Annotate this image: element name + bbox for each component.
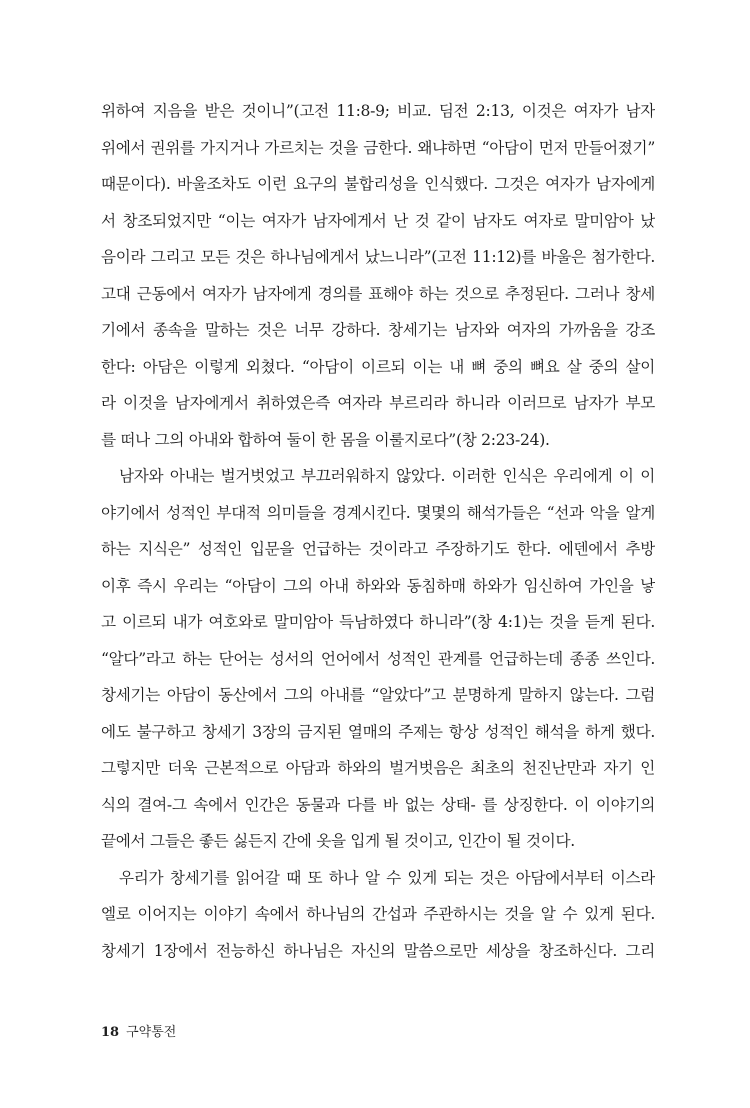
text-line: 고대 근동에서 여자가 남자에게 경의를 표해야 하는 것으로 추정된다. 그러나 창세 [101, 284, 655, 303]
text-line: 그렇지만 더욱 근본적으로 아담과 하와의 벌거벗음은 최초의 천진난만과 자기 인 [101, 759, 655, 777]
text-line: 서 창조되었지만 “이는 여자가 남자에게서 난 것 같이 남자도 여자로 말미암아 났 [101, 211, 655, 230]
text-line: 엘로 이어지는 이야기 속에서 하나님의 간섭과 주관하시는 것을 알 수 있게 된다. [101, 905, 655, 923]
text-line: 고 이르되 내가 여호와로 말미암아 득남하였다 하니라”(창 4:1)는 것을 듣게 된다. [101, 613, 655, 631]
text-line: 야기에서 성적인 부대적 의미들을 경계시킨다. 몇몇의 해석가들은 “선과 악을 알게 [101, 503, 655, 522]
text-line: 남자와 아내는 벌거벗었고 부끄러워하지 않았다. 이러한 인식은 우리에게 이 이 [119, 467, 655, 485]
text-line: 라 이것을 남자에게서 취하였은즉 여자라 부르리라 하니라 이러므로 남자가 부모 [101, 394, 655, 412]
body-text [101, 93, 655, 969]
text-line: 식의 결여-그 속에서 인간은 동물과 다를 바 없는 상태- 를 상징한다. 이 이야기의 [101, 795, 655, 814]
text-line: 를 떠나 그의 아내와 합하여 둘이 한 몸을 이룰지로다”(창 2:23-24). [101, 430, 550, 449]
text-line: 우리가 창세기를 읽어갈 때 또 하나 알 수 있게 되는 것은 아담에서부터 이스라 [119, 868, 655, 887]
text-line: 음이라 그리고 모든 것은 하나님에게서 났느니라”(고전 11:12)를 바울은 첨가한다. [101, 248, 655, 266]
text-line: 한다: 아담은 이렇게 외쳤다. “아담이 이르되 이는 내 뼈 중의 뼈요 살 중의 살이 [101, 357, 655, 376]
text-line: 기에서 종속을 말하는 것은 너무 강하다. 창세기는 남자와 여자의 가까움을 강조 [101, 321, 655, 339]
text-line: 위에서 권위를 가지거나 가르치는 것을 금한다. 왜냐하면 “아담이 먼저 만들어졌기” [101, 138, 655, 157]
text-line: 에도 불구하고 창세기 3장의 금지된 열매의 주제는 항상 성적인 해석을 하게 했다. [101, 722, 655, 741]
text-line: 이후 즉시 우리는 “아담이 그의 아내 하와와 동침하매 하와가 임신하여 가인을 낳 [101, 576, 655, 595]
text-line: 창세기는 아담이 동산에서 그의 아내를 “알았다”고 분명하게 말하지 않는다. 그럼 [101, 686, 655, 704]
text-line: 창세기 1장에서 전능하신 하나님은 자신의 말씀으로만 세상을 창조하신다. 그리 [101, 941, 655, 960]
text-line: 끝에서 그들은 좋든 싫든지 간에 옷을 입게 될 것이고, 인간이 될 것이다. [101, 832, 575, 850]
book-title: 구약통전 [126, 1025, 177, 1040]
page-footer [101, 1021, 176, 1040]
text-line: 하는 지식은” 성적인 입문을 언급하는 것이라고 주장하기도 한다. 에덴에서 추방 [101, 540, 655, 558]
page-number: 18 [101, 1025, 120, 1040]
text-line: 때문이다). 바울조차도 이런 요구의 불합리성을 인식했다. 그것은 여자가 남자에게 [101, 175, 655, 193]
text-line: “알다”라고 하는 단어는 성서의 언어에서 성적인 관계를 언급하는데 종종 쓰인다. [101, 649, 655, 668]
text-line: 위하여 지음을 받은 것이니”(고전 11:8-9; 비교. 딤전 2:13, 이것은 여자가 남자 [101, 102, 655, 120]
